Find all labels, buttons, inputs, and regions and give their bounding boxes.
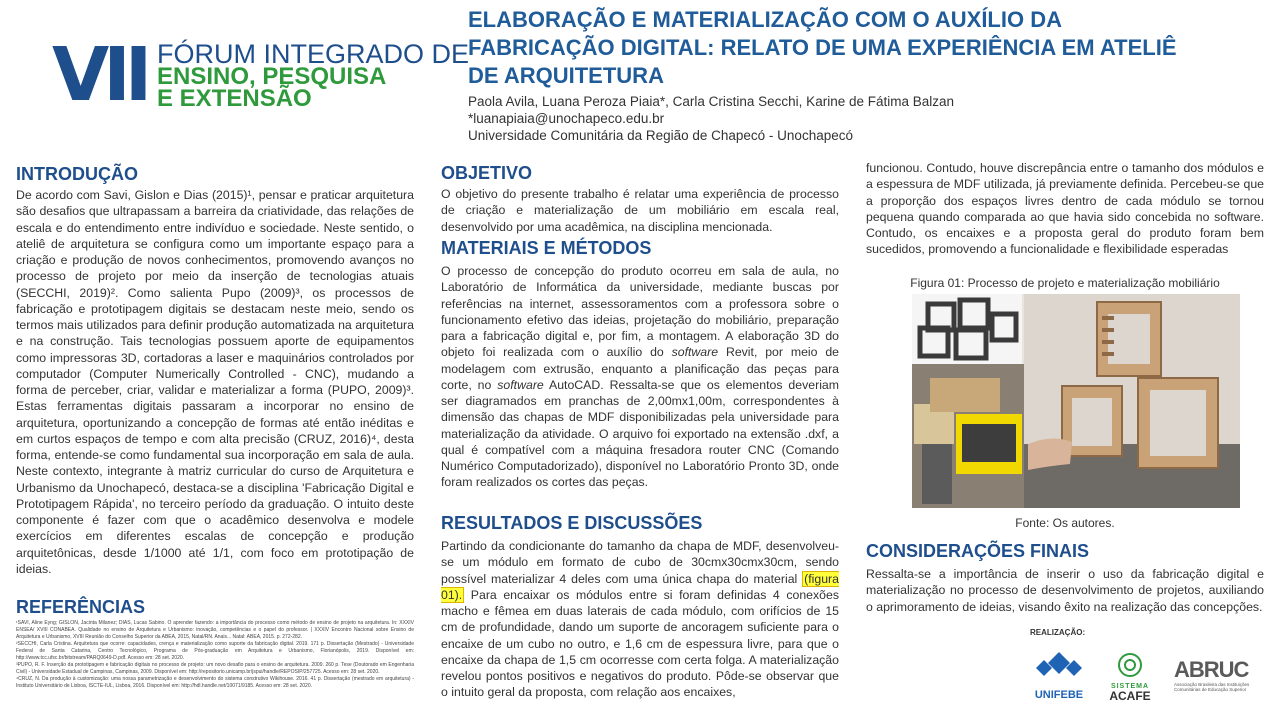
ref-item: ²SECCHI, Carla Cristina. Arquitetura que ocorre: capacidades, crença e materialização como suporte da fabricação digital. 2019. 171 p. Dissertação (Mestrado) - Universidade Federal de Santa Catarina, Centro Tecnológico, Programa de Pós-graduação em Arquitetura e Urbanismo, Florianópolis, 2019. Disponível em: http://www.tcc.ufsc.br/bitstream/PARQ0649-D.pdf. Acesso em: 28 set. 2020. — [16, 641, 414, 661]
refs-heading: REFERÊNCIAS — [16, 597, 146, 617]
event-logo-line1: FÓRUM INTEGRADO DE — [157, 39, 470, 69]
figure-source: Fonte: Os autores. — [1015, 516, 1115, 530]
figure-caption: Figura 01: Processo de projeto e materialização mobiliário — [910, 276, 1220, 290]
figure-reference-highlight: (figura 01). — [441, 571, 839, 602]
results-text: Partindo da condicionante do tamanho da chapa de MDF, desenvolveu-se um módulo em formato de cubo de 30cmx30cmx30cm, sendo possível materializar 4 deles com uma única chapa do material (figura 01). Para encaixar os módulos entre si foram definidas 4 conexões macho e fêmea em duas laterais de cada módulo, com orifícios de 15 cm de profundidade, dando um suporte de ancoragem suficiente para o encaixe de um cubo no outro, e 1,6 cm de espessura livre, para que o encaixe da chapa de 1,5 cm ocorresse com certa folga. A materialização revelou pontos positivos e negativos do produto. Pôde-se observar que o intuito geral da proposta, com relação aos encaixes, — [441, 539, 839, 700]
event-logo-roman: VII — [52, 32, 147, 118]
final-heading: CONSIDERAÇÕES FINAIS — [866, 541, 1090, 561]
title-line-2: FABRICAÇÃO DIGITAL: RELATO DE UMA EXPERIÊNCIA EM ATELIÊ — [468, 35, 1177, 60]
acafe-logo — [1100, 652, 1160, 702]
methods-heading: MATERIAIS E MÉTODOS — [441, 238, 652, 258]
intro-text: De acordo com Savi, Gislon e Dias (2015)¹, pensar e praticar arquitetura são desafios que ultrapassam a barreira da criatividade, das relações de escala e do entendimento entre indivíduo e sociedade. Neste sentido, o ateliê de arquitetura se configura como um importante espaço para a criação e produção de novos conhecimentos, promovendo avanços no processo de projeto por meio da inserção de tecnologias atuais (SECCHI, 2019)². Como salienta Pupo (2009)³, os processos de fabricação e prototipagem digitais se destacam neste meio, sendo os termos mais utilizados para definir produção automatizada na arquitetura e na construção. Tais tecnologias possuem aporte de equipamentos como impressoras 3D, cortadoras a laser e maquinários controlados por computador (Computer Numerically Controlled - CNC), mudando a forma de perceber, criar, validar e materializar a forma (PUPO, 2009)³. Estas ferramentas digitais passaram a incorporar no ensino de arquitetura, oportunizando a concepção de formas até então inéditas e em curtos espaços de tempo e com alta precisão (CRUZ, 2016)⁴, desta forma, entende-se como fundamental sua incorporação em sala de aula. Neste contexto, integrante à matriz curricular do curso de Arquitetura e Urbanismo da Unochapecó, destaca-se a disciplina 'Fabricação Digital e Prototipagem Rápida', no terceiro período da graduação. O intuito deste componente é fazer com que o acadêmico desenvolva e modele exercícios em diferentes escalas de concepção e produção arquitetônicas, desde 1/1000 até 1/1, com foco em prototipação de ideias. — [16, 188, 414, 576]
figure-image — [912, 294, 1240, 508]
authors: Paola Avila, Luana Peroza Piaia*, Carla Cristina Secchi, Karine de Fátima Balzan — [468, 94, 955, 109]
intro-heading: INTRODUÇÃO — [16, 164, 138, 184]
ref-item: ⁴CRUZ, N. Da produção à customização: uma nossa parametrização e desenvolvimento do sistema construtivo Wikihouse. 2016. 41 p. Dissertação (mestrado em arquitetura) - Instituto Universitário de Lisboa, ISCTE-IUL, Lisboa, 2016. Disponível em: http://hdl.handle.net/10071/9185. Acesso em: 28 set. 2020. — [16, 676, 414, 689]
unifebe-name: UNIFEBE — [1034, 689, 1084, 701]
author-email: *luanapiaia@unochapeco.edu.br — [468, 111, 665, 126]
sponsors-label: REALIZAÇÃO: — [1030, 628, 1086, 637]
refs-list — [16, 620, 414, 690]
event-logo-line3: E EXTENSÃO — [157, 85, 312, 112]
results-heading: RESULTADOS E DISCUSSÕES — [441, 513, 703, 533]
ref-item: ¹SAVI, Aline Eyng; GISLON, Jacinta Milanez; DIAS, Lucas Sabino. O aprender fazendo: a importância do processo como método de ensino de projeto na arquitetura. In: XXXIV ENSEA/ XVIII CONABEA. Qualidade no ensino de Arquitetura e Urbanismo: inovação, competências e o papel do professor. | XXXIV Encontro Nacional sobre Ensino de Arquitetura e Urbanismo, XVIII Reunião do Conselho Superior da ABEA, 2015, Natal/RN. Anais... Natal: ABEA, 2015. p. 272-282. — [16, 620, 414, 640]
methods-text: O processo de concepção do produto ocorreu em sala de aula, no Laboratório de Informática da universidade, mediante buscas por referências na internet, assessoramentos com a professora sobre o funcionamento efetivo das ideias, projetação do mobiliário, preparação para a fabricação digital e, por fim, a montagem. A elaboração 3D do objeto foi realizada com o auxílio do software Revit, por meio de modelagem com extrusão, enquanto a planificação das peças para corte, no software AutoCAD. Ressalta-se que os elementos deveriam ser diagramados em pranchas de 2,00mx1,00m, correspondentes à dimensão das chapas de MDF disponibilizadas pela universidade para materialização da atividade. O arquivo foi exportado na extensão .dxf, a qual é compatível com a máquina fresadora router CNC (Comando Numérico Computadorizado), disponível no Laboratório Pronto 3D, onde foram realizados os cortes das peças. — [441, 264, 840, 490]
abruc-name: ABRUC — [1174, 657, 1249, 682]
abruc-subtitle: Associação Brasileira das Instituições Comunitárias de Educação Superior — [1174, 682, 1250, 692]
title-line-3: DE ARQUITETURA — [468, 63, 664, 88]
event-logo-line2: ENSINO, PESQUISA — [157, 63, 387, 90]
acafe-name: ACAFE — [1109, 689, 1151, 703]
unifebe-mark-icon — [1030, 650, 1088, 684]
institution: Universidade Comunitária da Região de Chapecó - Unochapecó — [468, 128, 853, 143]
unifebe-logo — [1030, 650, 1088, 702]
results-continued-text: funcionou. Contudo, houve discrepância entre o tamanho dos módulos e a espessura de MDF utilizada, já previamente definida. Percebeu-se que a proporção dos espaços livres dentro de cada módulo se tornou pequena quando comparada ao que havia sido concebida no software. Contudo, os encaixes e a proposta geral do produto foram bem sucedidos, promovendo a funcionalidade e flexibilidade esperadas — [866, 161, 1264, 257]
paper-title — [468, 6, 1268, 90]
ref-item: ³PUPO, R. F. Inserção da prototipagem e fabricação digitais no processo de projeto: um novo desafio para o ensino de arquitetura. 2009. 260 p. Tese (Doutorado em Engenharia Civil) - Universidade Estadual de Campinas, Campinas, 2009. Disponível em: http://repositorio.unicamp.br/jspui/handle/REPOSIP/257725. Acesso em: 28 set. 2020. — [16, 662, 414, 675]
title-line-1: ELABORAÇÃO E MATERIALIZAÇÃO COM O AUXÍLIO DA — [468, 7, 1062, 32]
objective-text: O objetivo do presente trabalho é relatar uma experiência de processo de criação e materialização de um mobiliário em escala real, desenvolvido por uma acadêmica, na disciplina mencionada. — [441, 187, 839, 234]
final-text: Ressalta-se a importância de inserir o uso da fabricação digital e materialização no processo de desenvolvimento de projetos, auxiliando o aprimoramento de ideias, visando êxito na realização das concepções. — [866, 567, 1264, 614]
acafe-top: SISTEMA — [1110, 683, 1150, 690]
objective-heading: OBJETIVO — [441, 163, 533, 183]
abruc-logo — [1174, 658, 1266, 708]
acafe-mark-icon — [1100, 652, 1160, 678]
